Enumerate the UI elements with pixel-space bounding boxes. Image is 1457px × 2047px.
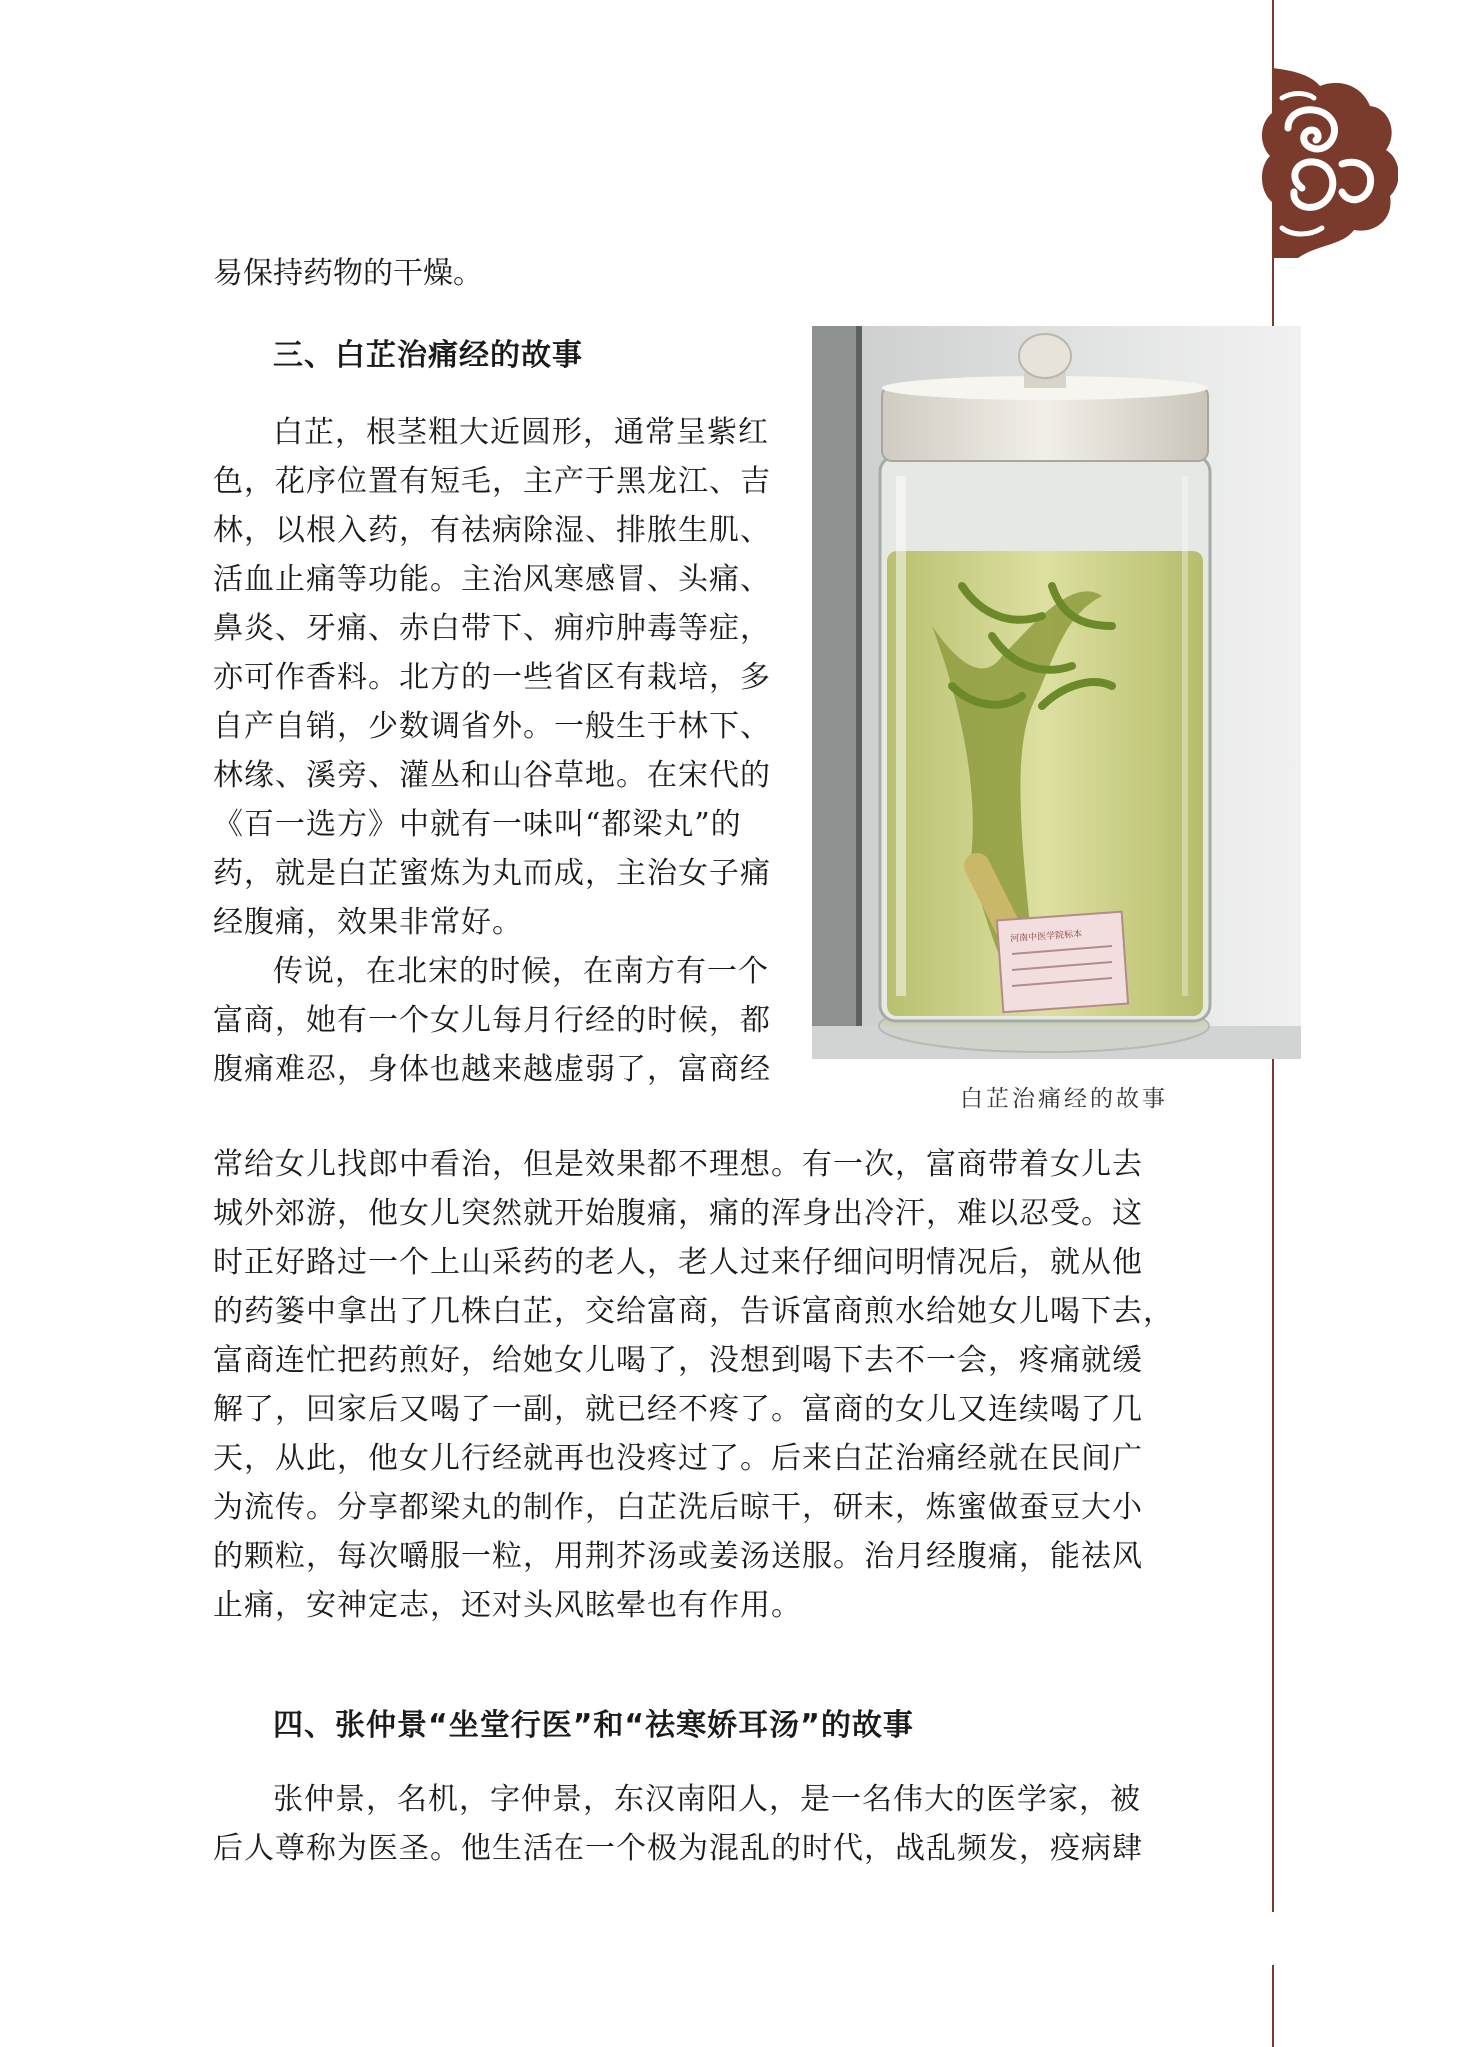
text-line: 富商，她有一个女儿每月行经的时候，都: [213, 1003, 771, 1038]
text-line: 城外郊游，他女儿突然就开始腹痛，痛的浑身出冷汗，难以忍受。这: [213, 1196, 1143, 1231]
text-line: 时正好路过一个上山采药的老人，老人过来仔细问明情况后，就从他: [213, 1245, 1143, 1280]
text-line: 亦可作香料。北方的一些省区有栽培，多: [213, 660, 771, 695]
text-line: 色，花序位置有短毛，主产于黑龙江、吉: [213, 464, 771, 499]
text-line: 为流传。分享都梁丸的制作，白芷洗后晾干，研末，炼蜜做蚕豆大小: [213, 1490, 1143, 1525]
text-line: 的药篓中拿出了几株白芷，交给富商，告诉富商煎水给她女儿喝下去，: [213, 1294, 1174, 1329]
text-line: 白芷，根茎粗大近圆形，通常呈紫红: [273, 415, 769, 450]
figure-caption: 白芷治痛经的故事: [960, 1086, 1168, 1112]
text-line: 富商连忙把药煎好，给她女儿喝了，没想到喝下去不一会，疼痛就缓: [213, 1343, 1143, 1378]
section-4-paragraph-1: [213, 1775, 1173, 1873]
specimen-label: 河南中医学院标本: [1009, 929, 1083, 945]
text-line: 自产自销，少数调省外。一般生于林下、: [213, 709, 771, 744]
text-line: 的颗粒，每次嚼服一粒，用荆芥汤或姜汤送服。治月经腹痛，能祛风: [213, 1539, 1143, 1574]
text-line: 传说，在北宋的时候，在南方有一个: [273, 954, 769, 989]
text-line: 林，以根入药，有祛病除湿、排脓生肌、: [213, 513, 771, 548]
continuation-line: 易保持药物的干燥。: [213, 256, 483, 291]
text-line: 解了，回家后又喝了一副，就已经不疼了。富商的女儿又连续喝了几: [213, 1392, 1143, 1427]
section-3-paragraph-2-continued: [213, 1140, 1173, 1630]
cloud-ornament-icon: [1258, 68, 1398, 258]
section-4-heading: 四、张仲景“坐堂行医”和“祛寒娇耳汤”的故事: [273, 1708, 914, 1743]
text-line: 经腹痛，效果非常好。: [213, 905, 523, 940]
page-edge-line-bottom: [1272, 1965, 1274, 2047]
text-line: 腹痛难忍，身体也越来越虚弱了，富商经: [213, 1052, 771, 1087]
specimen-photo: [812, 326, 1301, 1059]
text-line: 林缘、溪旁、灌丛和山谷草地。在宋代的: [213, 758, 771, 793]
text-line: 常给女儿找郎中看治，但是效果都不理想。有一次，富商带着女儿去: [213, 1147, 1143, 1182]
text-line: 天，从此，他女儿行经就再也没疼过了。后来白芷治痛经就在民间广: [213, 1441, 1143, 1476]
text-line: 止痛，安神定志，还对头风眩晕也有作用。: [213, 1588, 802, 1623]
section-3-paragraph-1: [213, 408, 783, 1094]
text-line: 张仲景，名机，字仲景，东汉南阳人，是一名伟大的医学家，被: [273, 1782, 1141, 1817]
text-line: 药，就是白芷蜜炼为丸而成，主治女子痛: [213, 856, 771, 891]
text-line: 鼻炎、牙痛、赤白带下、痈疖肿毒等症，: [213, 611, 771, 646]
section-3-heading: 三、白芷治痛经的故事: [273, 338, 583, 373]
text-line: 《百一选方》中就有一味叫“都梁丸”的: [213, 807, 742, 842]
text-line: 活血止痛等功能。主治风寒感冒、头痛、: [213, 562, 771, 597]
text-line: 后人尊称为医圣。他生活在一个极为混乱的时代，战乱频发，疫病肆: [213, 1831, 1143, 1866]
